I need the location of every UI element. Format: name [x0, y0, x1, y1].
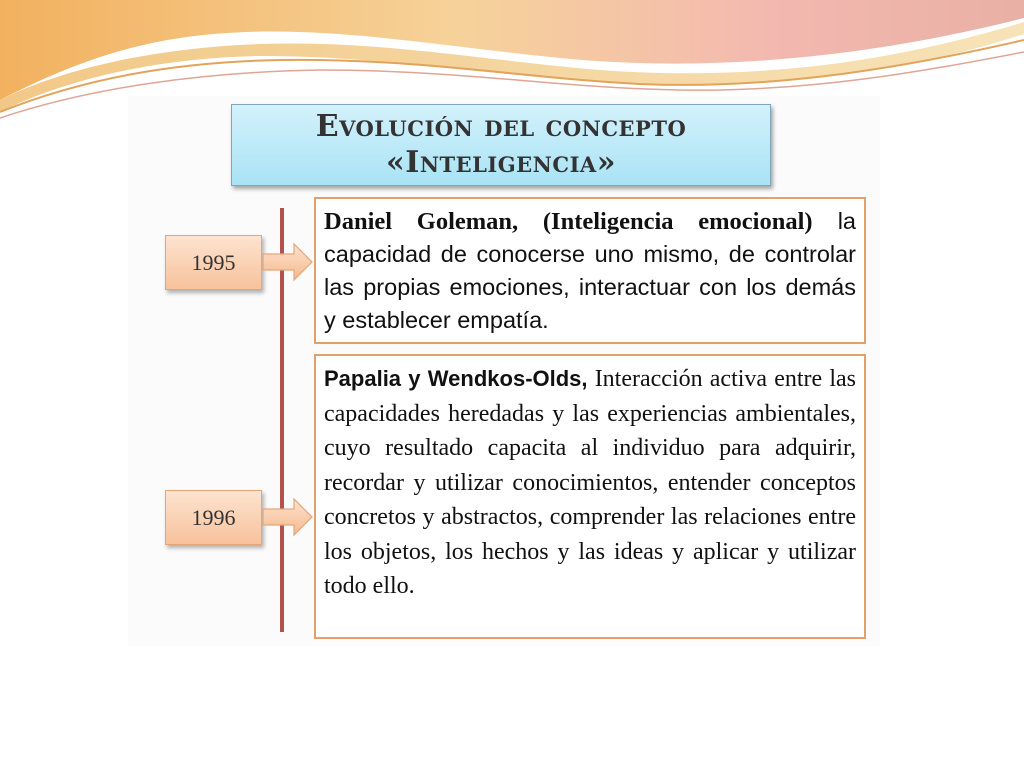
- arrow-right-icon: [262, 242, 314, 282]
- timeline-card-goleman: [314, 197, 866, 344]
- card-author: Papalia y Wendkos-Olds,: [324, 366, 588, 391]
- card-author: Daniel Goleman, (Inteligencia emocional): [324, 208, 813, 235]
- year-box-1995: 1995: [165, 235, 262, 290]
- timeline-card-papalia: [314, 354, 866, 639]
- title-line-1: Evolución del concepto: [315, 109, 687, 144]
- title-line-2: «Inteligencia»: [386, 145, 616, 180]
- card-text: la capacidad de conocerse uno mismo, de controlar las propias emociones, interactuar con los demás y establecer empatía.: [324, 208, 856, 333]
- arrow-right-icon: [262, 497, 314, 537]
- card-text: Interacción activa entre las capacidades heredadas y las experiencias ambientales, cuyo resultado capacita al individuo para adquirir, recordar y utilizar conocimientos, entender conceptos concretos y abstractos, comprender las relaciones entre los objetos, los hechos y las ideas y aplicar y utilizar todo ello.: [324, 366, 856, 599]
- year-box-1996: 1996: [165, 490, 262, 545]
- title-box: [231, 104, 771, 186]
